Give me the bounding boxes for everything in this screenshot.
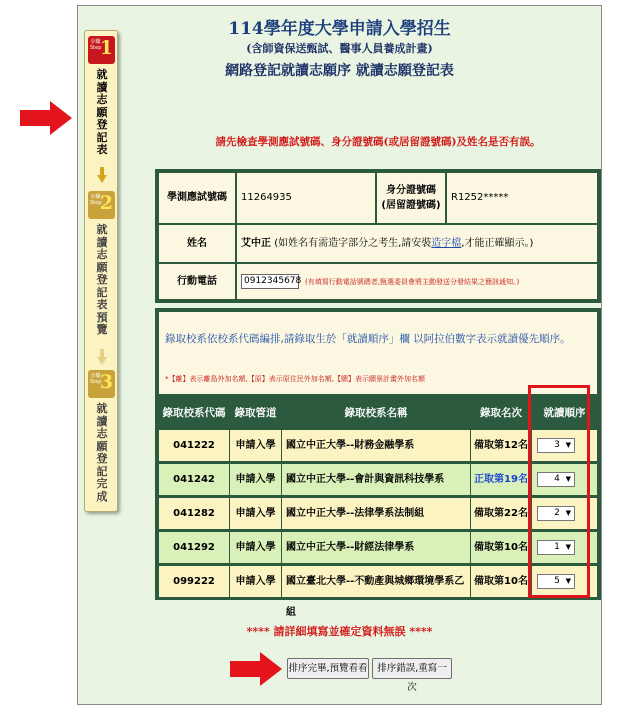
- row-channel: 申請入學: [230, 566, 281, 597]
- row-code: 041242: [159, 464, 229, 495]
- font-file-link[interactable]: 造字檔: [431, 238, 462, 249]
- row-school-name: 國立臺北大學--不動產與城鄉環境學系乙組: [282, 566, 470, 597]
- phone-input[interactable]: 0912345678: [241, 274, 299, 289]
- row-school-name: 國立中正大學--會計與資訊科技學系: [282, 464, 470, 495]
- col-header-channel: 錄取管道: [230, 398, 281, 428]
- ranking-intro-text: 錄取校系依校系代碼編排,請錄取生於「就讀順序」欄 以阿拉伯數字表示就讀優先順序。: [165, 333, 571, 345]
- phone-note: (有填寫行動電話號碼者,甄選委員會將主動發送分發結果之簡訊通知。): [305, 278, 520, 286]
- page-heading: 114學年度大學申請入學招生: [228, 19, 451, 39]
- row-code: 041292: [159, 532, 229, 563]
- order-select[interactable]: 5 ▼: [537, 574, 575, 589]
- step-sidebar: [84, 30, 118, 512]
- arrow-down-icon: [97, 167, 107, 183]
- id-no-value: R1252*****: [447, 173, 597, 223]
- step-2-badge: 步驟 Step 2: [88, 191, 115, 219]
- preview-button[interactable]: 排序完畢,預覽看看: [287, 658, 369, 679]
- col-header-order: 就讀順序: [532, 398, 597, 428]
- row-rank: 備取第10名: [471, 566, 531, 597]
- step-2-label: 就讀志願登記表預覽: [96, 223, 108, 336]
- row-rank: 備取第22名: [471, 498, 531, 529]
- row-school-name: 國立中正大學--財經法律學系: [282, 532, 470, 563]
- step-3-label: 就讀志願登記完成: [96, 402, 108, 503]
- phone-row: [237, 264, 597, 299]
- row-channel: 申請入學: [230, 464, 281, 495]
- name-value: 艾中正 (如姓名有需造字部分之考生,請安裝造字檔,才能正確顯示。): [237, 225, 597, 262]
- row-rank: 備取第12名: [471, 430, 531, 461]
- row-school-name: 國立中正大學--財務金融學系: [282, 430, 470, 461]
- id-no-label: 身分證號碼 (居留證號碼): [377, 173, 445, 223]
- pointer-arrow-icon: [230, 652, 282, 686]
- row-code: 041282: [159, 498, 229, 529]
- step-1-badge: 步驟 Step 1: [88, 36, 115, 64]
- ranking-instructions: [159, 312, 597, 394]
- check-notice: 請先檢查學測應試號碼、身分證號碼(或居留證號碼)及姓名是否有誤。: [215, 136, 541, 148]
- page-title: 網路登記就讀志願序 就讀志願登記表: [225, 63, 454, 79]
- row-channel: 申請入學: [230, 430, 281, 461]
- row-channel: 申請入學: [230, 532, 281, 563]
- exam-no-value: 11264935: [237, 173, 375, 223]
- applicant-info-table: [155, 169, 601, 303]
- col-header-rank: 錄取名次: [471, 398, 531, 428]
- col-header-code: 錄取校系代碼: [159, 398, 229, 428]
- ranking-legend: *【離】表示離島外加名額,【原】表示原住民外加名額,【願】表示願景計畫外加名額: [165, 375, 425, 383]
- page-subheading: (含師資保送甄試、醫事人員養成計畫): [246, 42, 433, 55]
- pointer-arrow-icon: [20, 101, 72, 135]
- col-header-name: 錄取校系名稱: [282, 398, 470, 428]
- row-rank: 正取第19名: [471, 464, 531, 495]
- row-school-name: 國立中正大學--法律學系法制組: [282, 498, 470, 529]
- step-3-badge: 步驟 Step 3: [88, 370, 115, 398]
- order-select[interactable]: 4 ▼: [537, 472, 575, 487]
- exam-no-label: 學測應試號碼: [159, 173, 235, 223]
- arrow-down-icon: [97, 349, 107, 365]
- order-select[interactable]: 2 ▼: [537, 506, 575, 521]
- name-label: 姓名: [159, 225, 235, 262]
- phone-label: 行動電話: [159, 264, 235, 299]
- order-column-highlight: [528, 385, 590, 598]
- row-code: 041222: [159, 430, 229, 461]
- reset-button[interactable]: 排序錯誤,重寫一次: [372, 658, 452, 679]
- row-channel: 申請入學: [230, 498, 281, 529]
- row-code: 099222: [159, 566, 229, 597]
- row-rank: 備取第10名: [471, 532, 531, 563]
- order-select[interactable]: 1 ▼: [537, 540, 575, 555]
- order-select[interactable]: 3 ▼: [537, 438, 575, 453]
- step-1-label: 就讀志願登記表: [96, 68, 108, 156]
- bottom-warning: **** 請詳細填寫並確定資料無誤 ****: [246, 625, 433, 638]
